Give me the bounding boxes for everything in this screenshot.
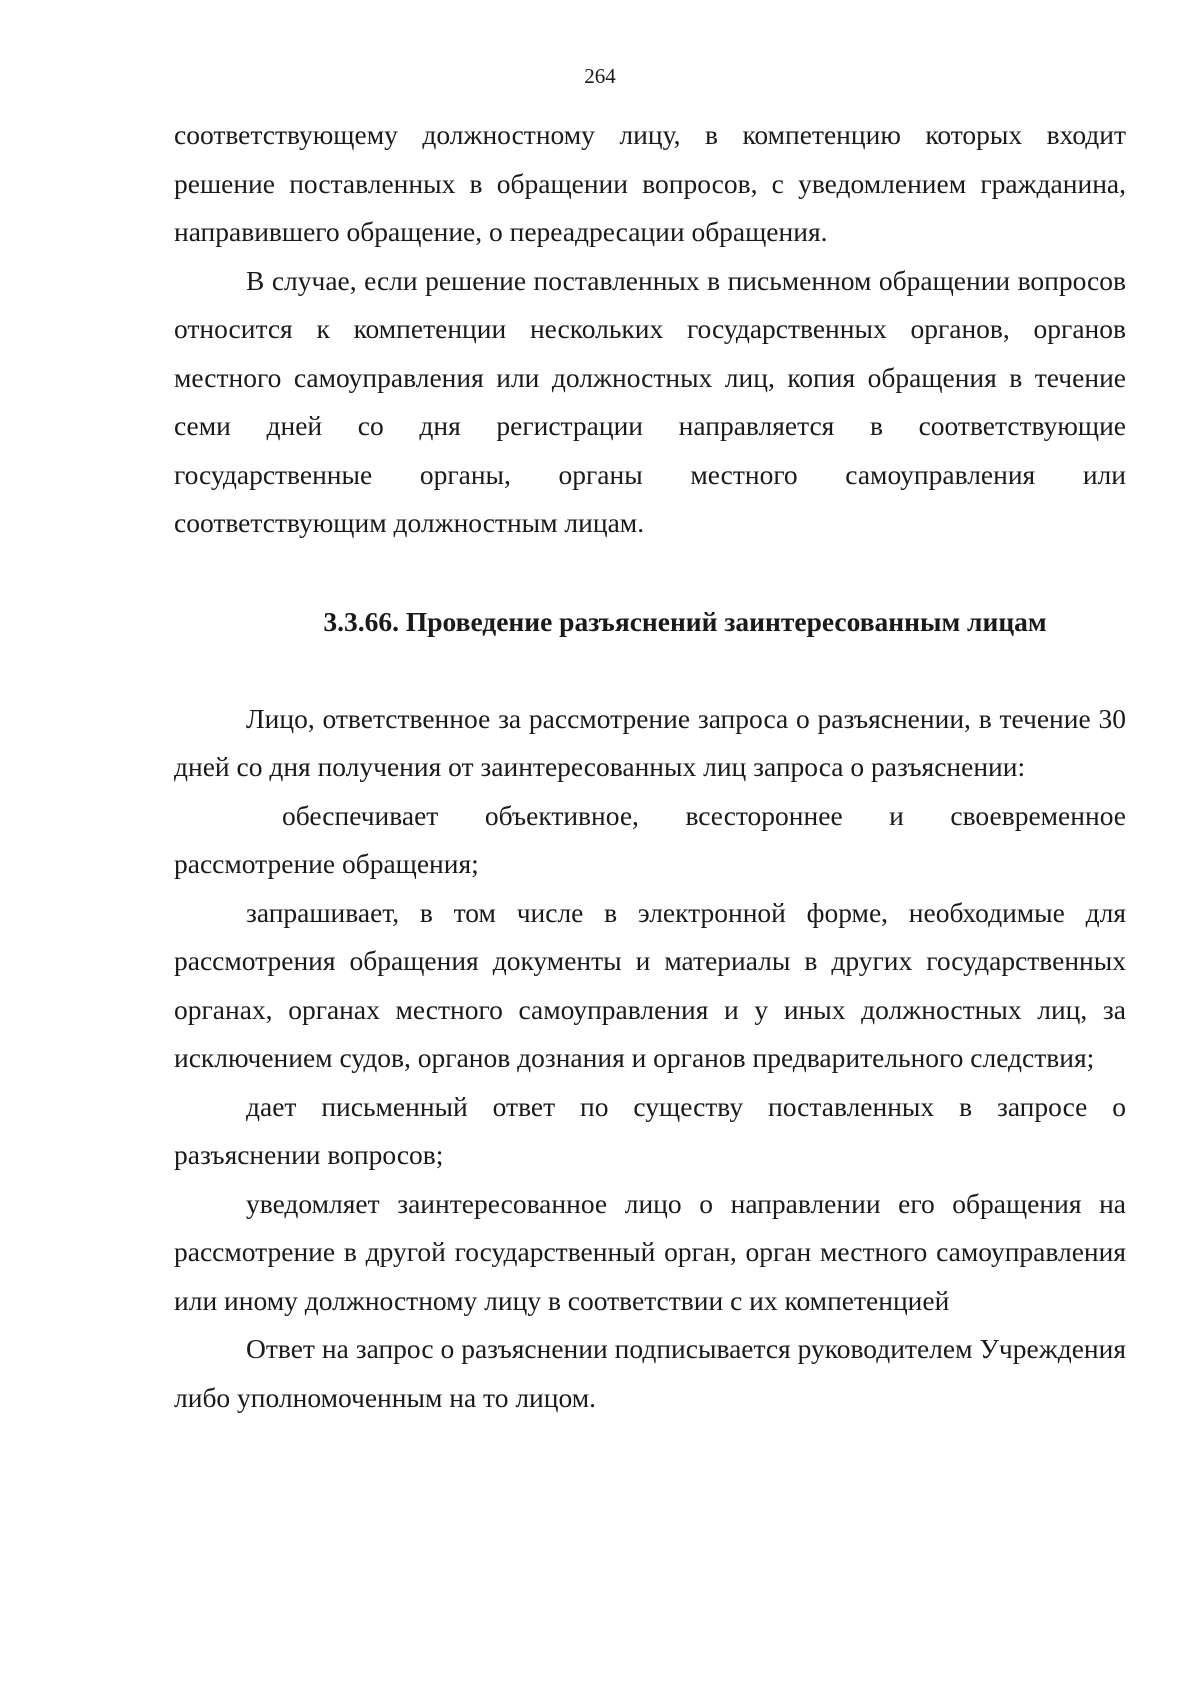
page-number: 264 — [584, 64, 616, 88]
paragraph-signature: Ответ на запрос о разъяснении подписывается руководителем Учреждения либо уполномоченным на то лицом. — [174, 1333, 1126, 1413]
section-heading: 3.3.66. Проведение разъяснений заинтересованным лицам — [323, 605, 1047, 637]
document-body — [174, 111, 1126, 1422]
list-item-ensures: обеспечивает объективное, всестороннее и своевременное рассмотрение обращения; — [174, 799, 1126, 879]
paragraph-responsible-person: Лицо, ответственное за рассмотрение запроса о разъяснении, в течение 30 дней со дня получения от заинтересованных лиц запроса о разъяснении: — [174, 702, 1126, 782]
paragraph-multiple-bodies: В случае, если решение поставленных в письменном обращении вопросов относится к компетенции нескольких государственных органов, органов местного самоуправления или должностных лиц, копия обращения в течение семи дней со дня регистрации направляется в соответствующие государственные органы, органы местного самоуправления или соответствующим должностным лицам. — [174, 264, 1126, 538]
paragraph-continuation: соответствующему должностному лицу, в компетенцию которых входит решение поставленных в обращении вопросов, с уведомлением гражданина, направившего обращение, о переадресации обращения. — [174, 119, 1126, 247]
list-item-notifies: уведомляет заинтересованное лицо о направлении его обращения на рассмотрение в другой государственный орган, орган местного самоуправления или иному должностному лицу в соответствии с их компетенцией — [174, 1187, 1126, 1316]
list-item-answers: дает письменный ответ по существу поставленных в запросе о разъяснении вопросов; — [174, 1090, 1126, 1170]
list-item-requests: запрашивает, в том числе в электронной форме, необходимые для рассмотрения обращения документы и материалы в других государственных органах, органах местного самоуправления и у иных должностных лиц, за исключением судов, органов дознания и органов предварительного следствия; — [174, 896, 1126, 1073]
